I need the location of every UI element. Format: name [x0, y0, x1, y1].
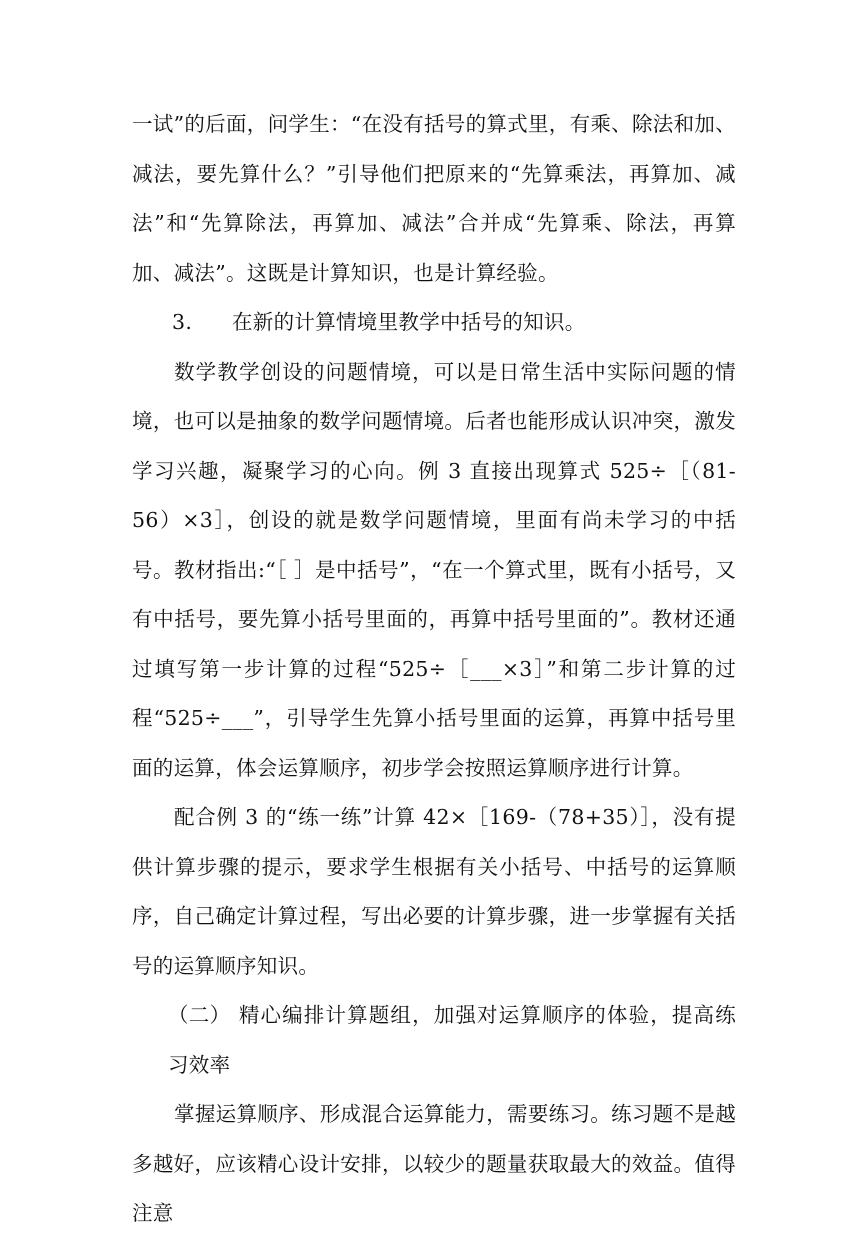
- document-body: [132, 100, 736, 1239]
- paragraph: 掌握运算顺序、形成混合运算能力，需要练习。练习题不是越多越好，应该精心设计安排，以较少的题量获取最大的效益。值得注意: [132, 1102, 736, 1225]
- list-item-3: [132, 298, 736, 348]
- paragraph: 一试”的后面，问学生：“在没有括号的算式里，有乘、除法和加、减法，要先算什么？”引导他们把原来的“先算乘法，再算加、减法”和“先算除法，再算加、减法”合并成“先算乘、除法，再算加、减法”。这既是计算知识，也是计算经验。: [132, 112, 736, 285]
- paragraph: 配合例 3 的“练一练”计算 42×［169-（78+35）］，没有提供计算步骤的提示，要求学生根据有关小括号、中括号的运算顺序，自己确定计算过程，写出必要的计算步骤，进一步掌握有关括号的运算顺序知识。: [132, 805, 736, 978]
- section-title: 精心编排计算题组，加强对运算顺序的体验，提高练习效率: [168, 1003, 736, 1077]
- list-item-text: 在新的计算情境里教学中括号的知识。: [232, 310, 586, 334]
- paragraph: 数学教学创设的问题情境，可以是日常生活中实际问题的情境，也可以是抽象的数学问题情境。后者也能形成认识冲突，激发学习兴趣，凝聚学习的心向。例 3 直接出现算式 525÷［（81-56）×3］，创设的就是数学问题情境，里面有尚未学习的中括号。教材指出:“［ ］是中括号”，“在一个算式里，既有小括号，又有中括号，要先算小括号里面的，再算中括号里面的”。教材还通过填写第一步计算的过程“525÷［___×3］”和第二步计算的过程“525÷___”，引导学生先算小括号里面的运算，再算中括号里面的运算，体会运算顺序，初步学会按照运算顺序进行计算。: [132, 359, 736, 780]
- section-heading: [132, 991, 736, 1090]
- section-number: （二）: [168, 1003, 231, 1027]
- list-item-number: 3.: [172, 310, 193, 334]
